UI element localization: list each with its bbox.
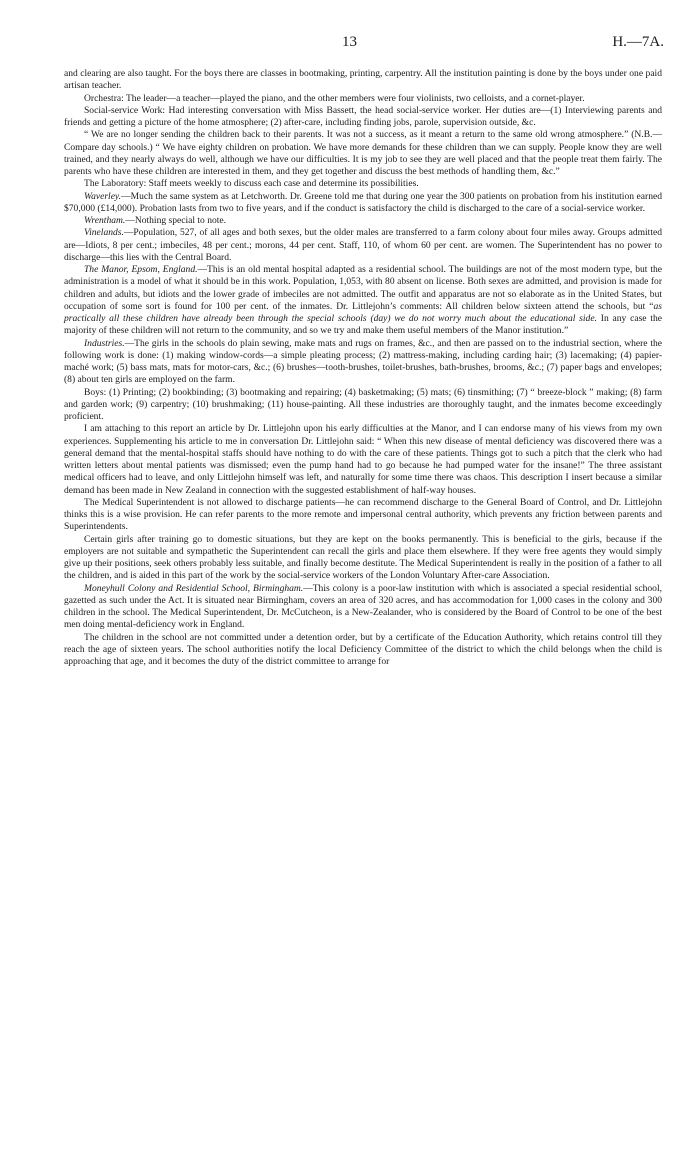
section-lead: Wrentham. [84,215,126,226]
document-page [64,34,662,668]
paragraph: The Laboratory: Staff meets weekly to discuss each case and determine its possibilities. [84,178,419,190]
page-header [64,34,662,58]
section-lead: The Manor, Epsom, England. [84,264,198,275]
paragraph: Moneyhull Colony and Residential School, Birmingham.—This colony is a poor-law institution with which is associated a special residential school, gazetted as such under the Act. It is situated near Birmingham, covers an area of 320 acres, and has accommodation for 1,000 cases in the colony and 300 children in the school. The Medical Superintendent, Dr. McCutcheon, is a New-Zealander, who is considered by the Board of Control to be one of the best men doing mental-deficiency work in England. [64,582,662,631]
paragraph: Orchestra: The leader—a teacher—played the piano, and the other members were four violinists, two celloists, and a cornet-player. [84,92,585,104]
paragraph: and clearing are also taught. For the boys there are classes in bootmaking, printing, carpentry. All the institution painting is done by the boys under one paid artisan teacher. [64,68,662,92]
paragraph: Wrentham.—Nothing special to note. [84,215,227,226]
section-lead: Waverley. [84,190,122,202]
paragraph: Certain girls after training go to domestic situations, but they are kept on the books permanently. This is beneficial to the girls, because if the employers are not suitable and sympathetic the Superintendent can recall the girls and place them elsewhere. If they were free agents they would simply give up their positions, seek others probably less suitable, and finally become destitute. The Medical Superintendent is really in the position of a father to all the children, and is aided in this part of the work by the social-service workers of the London Voluntary After-care Association. [64,533,662,582]
italic-quote: as practically all these children have already been through the special schools (day) we do not worry much about the educational side. [64,300,662,324]
paragraph: I am attaching to this report an article by Dr. Littlejohn upon his early difficulties at the Manor, and I can endorse many of his views from my own experiences. Supplementing his article to me in conversation Dr. Littlejohn said: “ When this new disease of mental deficiency was discovered there was a general demand that the mental-hospital staffs should have nothing to do with the care of these patients. Things got to such a pitch that the clerk who had written letters about mental patients was dismissed; even the pump hand had to go because he had pumped water for the insane!” The three assistant medical officers had to leave, and only Littlejohn himself was left, and naturally for some time there was chaos. This description I insert because a similar demand has been made in New Zealand in connection with the suggested establishment of half-way houses. [64,423,662,496]
paragraph: Industries.—The girls in the schools do plain sewing, make mats and rugs on frames, &c., and then are passed on to the industrial section, where the following work is done: (1) making window-cords—a simple pleating process; (2) mattress-making, including carding hair; (3) lacemaking; (4) papier-maché work; (5) bass mats, mats for motor-cars, &c.; (6) brushes—tooth-brushes, toilet-brushes, bath-brushes, brooms, &c.; (7) paper bags and envelopes; (8) about ten girls are employed on the farm. [64,337,662,386]
body-text [64,68,662,668]
page-number: 13 [342,34,357,50]
section-lead: Moneyhull Colony and Residential School, Birmingham. [84,582,304,594]
paragraph: Boys: (1) Printing; (2) bookbinding; (3) bootmaking and repairing; (4) basketmaking; (5) mats; (6) tinsmithing; (7) “ breeze-block ” making; (8) farm and garden work; (9) carpentry; (10) brushmaking; (11) house-painting. All these industries are thoroughly taught, and the inmates become exceedingly proficient. [64,386,662,422]
paragraph: The Medical Superintendent is not allowed to discharge patients—he can recommend discharge to the General Board of Control, and Dr. Littlejohn thinks this is a wise provision. He can refer parents to the more remote and impersonal central authority, which prevents any friction between parents and Superintendents. [64,496,662,533]
paragraph: The children in the school are not committed under a detention order, but by a certificate of the Education Authority, which retains control till they reach the age of sixteen years. The school authorities notify the local Deficiency Committee of the district to which the child belongs when the child is approaching that age, and it becomes the duty of the district committee to arrange for [64,631,662,667]
paragraph: The Manor, Epsom, England.—This is an old mental hospital adapted as a residential school. The buildings are not of the most modern type, but the administration is a model of what it should be in this work. Population, 1,053, with 80 absent on license. Both sexes are admitted, and provision is made for children and adults, but idiots and the lower grade of imbeciles are not admitted. The outfit and apparatus are not so elaborate as in the United States, but occupation of some sort is found for 100 per cent. of the inmates. Dr. Littlejohn’s comments: All children below sixteen attend the schools, but “as practically all these children have already been through the special schools (day) we do not worry much about the educational side. In any case the majority of these children will not return to the community, and so we try and make them useful members of the Manor institution.” [64,264,663,337]
section-lead: Industries. [84,337,125,349]
paragraph: Vinelands.—Population, 527, of all ages and both sexes, but the older males are transferred to a farm colony about four miles away. Groups admitted are—Idiots, 8 per cent.; imbeciles, 48 per cent.; morons, 44 per cent. Staff, 110, of whom 60 per cent. are women. The Superintendent has no power to discharge—this lies with the Central Board. [64,227,662,263]
paragraph: Waverley.—Much the same system as at Letchworth. Dr. Greene told me that during one year the 300 patients on probation from his institution earned $70,000 (£14,000). Probation lasts from two to five years, and if the conduct is satisfactory the child is discharged to the care of a social-service worker. [64,190,662,214]
section-lead: Vinelands. [84,227,124,239]
paragraph: Social-service Work: Had interesting conversation with Miss Bassett, the head social-service worker. Her duties are—(1) Interviewing parents and friends and getting a picture of the home atmosphere; (2) after-care, including finding jobs, parole, supervision outside, &c. [64,104,662,128]
paper-reference: H.—7A. [612,34,664,50]
paragraph: “ We are no longer sending the children back to their parents. It was not a success, as it meant a return to the same old wrong atmosphere.” (N.B.—Compare day schools.) “ We have eighty children on probation. We have more demands for these children than we can supply. People know they are well trained, and they nearly always do well, although we have our difficulties. It is my job to see they are well placed and that the people treat them fairly. The parents who have these children are interested in them, and they get together and discuss the best methods of handling them, &c.” [64,129,662,177]
